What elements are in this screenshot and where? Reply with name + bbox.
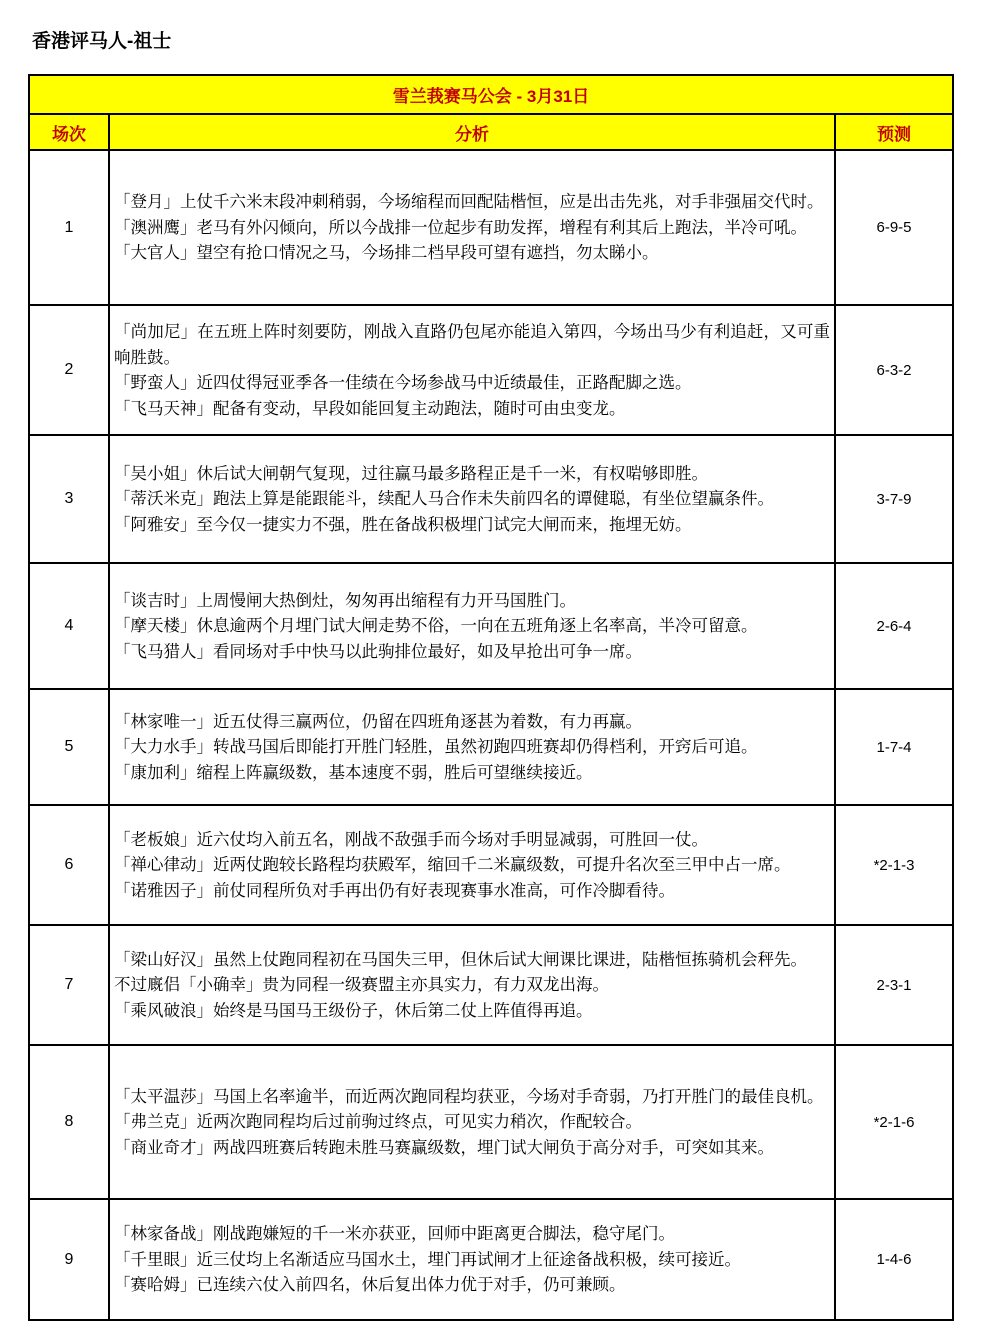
race-prediction: *2-1-3	[835, 805, 953, 925]
race-analysis	[109, 563, 835, 689]
analysis-line: 「大官人」望空有抢口情况之马，今场排二档早段可望有遮挡，勿太睇小。	[114, 243, 659, 263]
analysis-line: 「梁山好汉」虽然上仗跑同程初在马国失三甲，但休后试大闸课比课进，陆楷恒拣骑机会秤先。	[114, 949, 807, 969]
analysis-line: 「太平温莎」马国上名率逾半，而近两次跑同程均获亚，今场对手奇弱，乃打开胜门的最佳良机。	[114, 1086, 824, 1106]
table-row	[29, 689, 953, 805]
header-analysis: 分析	[109, 114, 835, 150]
analysis-line: 「大力水手」转战马国后即能打开胜门轻胜，虽然初跑四班赛却仍得档利，开窍后可追。	[114, 737, 758, 757]
table-title-row	[29, 75, 953, 114]
table-title: 雪兰莪赛马公会 - 3月31日	[29, 75, 953, 114]
race-number: 5	[29, 689, 109, 805]
race-number: 6	[29, 805, 109, 925]
prediction-table	[28, 74, 954, 1321]
race-prediction: 2-3-1	[835, 925, 953, 1045]
table-row	[29, 563, 953, 689]
race-prediction: *2-1-6	[835, 1045, 953, 1199]
analysis-line: 「老板娘」近六仗均入前五名，刚战不敌强手而今场对手明显减弱，可胜回一仗。	[114, 829, 708, 849]
analysis-line: 「赛哈姆」已连续六仗入前四名，休后复出体力优于对手，仍可兼顾。	[114, 1275, 626, 1295]
race-analysis	[109, 805, 835, 925]
header-prediction: 预测	[835, 114, 953, 150]
race-analysis	[109, 689, 835, 805]
table-row	[29, 305, 953, 435]
race-analysis	[109, 435, 835, 563]
analysis-line: 「康加利」缩程上阵赢级数，基本速度不弱，胜后可望继续接近。	[114, 762, 593, 782]
race-analysis	[109, 305, 835, 435]
analysis-line: 「摩天楼」休息逾两个月埋门试大闸走势不俗，一向在五班角逐上名率高，半冷可留意。	[114, 616, 758, 636]
analysis-line: 不过廐侣「小确幸」贵为同程一级赛盟主亦具实力，有力双龙出海。	[114, 975, 609, 995]
analysis-line: 「飞马猎人」看同场对手中快马以此驹排位最好，如及早抢出可争一席。	[114, 641, 642, 661]
analysis-line: 「乘风破浪」始终是马国马王级份子，休后第二仗上阵值得再追。	[114, 1000, 593, 1020]
analysis-line: 「林家唯一」近五仗得三赢两位，仍留在四班角逐甚为着数，有力再赢。	[114, 711, 642, 731]
race-number: 7	[29, 925, 109, 1045]
author-name: 香港评马人-祖士	[32, 31, 172, 52]
analysis-line: 「商业奇才」两战四班赛后转跑未胜马赛赢级数，埋门试大闸负于高分对手，可突如其来。	[114, 1137, 774, 1157]
analysis-line: 「谈吉时」上周慢闸大热倒灶，匆匆再出缩程有力开马国胜门。	[114, 590, 576, 610]
table-row	[29, 150, 953, 305]
race-analysis	[109, 150, 835, 305]
race-prediction: 6-3-2	[835, 305, 953, 435]
analysis-line: 「弗兰克」近两次跑同程均后过前驹过终点，可见实力稍次，作配较合。	[114, 1112, 642, 1132]
race-prediction: 6-9-5	[835, 150, 953, 305]
race-prediction: 2-6-4	[835, 563, 953, 689]
race-number: 2	[29, 305, 109, 435]
analysis-line: 「野蛮人」近四仗得冠亚季各一佳绩在今场参战马中近绩最佳，正路配脚之选。	[114, 373, 692, 392]
header-race: 场次	[29, 114, 109, 150]
race-number: 1	[29, 150, 109, 305]
analysis-line: 「吴小姐」休后试大闸朝气复现，过往赢马最多路程正是千一米，有权啱够即胜。	[114, 463, 708, 483]
analysis-line: 「澳洲鹰」老马有外闪倾向，所以今战排一位起步有助发挥，增程有利其后上跑法，半冷可吼。	[114, 217, 807, 237]
race-prediction: 3-7-9	[835, 435, 953, 563]
race-analysis	[109, 1199, 835, 1320]
analysis-line: 「阿雅安」至今仅一捷实力不强，胜在备战积极埋门试完大闸而来，拖埋无妨。	[114, 514, 692, 534]
race-number: 4	[29, 563, 109, 689]
race-number: 3	[29, 435, 109, 563]
analysis-line: 「诺雅因子」前仗同程所负对手再出仍有好表现赛事水准高，可作冷脚看待。	[114, 880, 675, 900]
analysis-line: 「蒂沃米克」跑法上算是能跟能斗，续配人马合作未失前四名的谭健聪，有坐位望赢条件。	[114, 489, 774, 509]
analysis-line: 「登月」上仗千六米末段冲刺稍弱，今场缩程而回配陆楷恒，应是出击先兆，对手非强届交代时。	[114, 192, 824, 212]
analysis-line: 「飞马天神」配备有变动，早段如能回复主动跑法，随时可由虫变龙。	[114, 398, 626, 418]
race-analysis	[109, 925, 835, 1045]
table-row	[29, 1045, 953, 1199]
table-row	[29, 1199, 953, 1320]
table-row	[29, 925, 953, 1045]
analysis-line: 「禅心律动」近两仗跑较长路程均获殿军，缩回千二米赢级数，可提升名次至三甲中占一席。	[114, 855, 791, 875]
analysis-line: 「林家备战」刚战跑嫌短的千一米亦获亚，回师中距离更合脚法，稳守尾门。	[114, 1224, 675, 1244]
table-row	[29, 435, 953, 563]
race-prediction: 1-4-6	[835, 1199, 953, 1320]
race-number: 9	[29, 1199, 109, 1320]
analysis-line: 「尚加尼」在五班上阵时刻要防，刚战入直路仍包尾亦能追入第四，今场出马少有利追赶，又可重响胜鼓。	[114, 322, 830, 367]
race-prediction: 1-7-4	[835, 689, 953, 805]
race-analysis	[109, 1045, 835, 1199]
table-header-row	[29, 114, 953, 150]
race-number: 8	[29, 1045, 109, 1199]
analysis-line: 「千里眼」近三仗均上名渐适应马国水土，埋门再试闸才上征途备战积极，续可接近。	[114, 1249, 741, 1269]
table-row	[29, 805, 953, 925]
